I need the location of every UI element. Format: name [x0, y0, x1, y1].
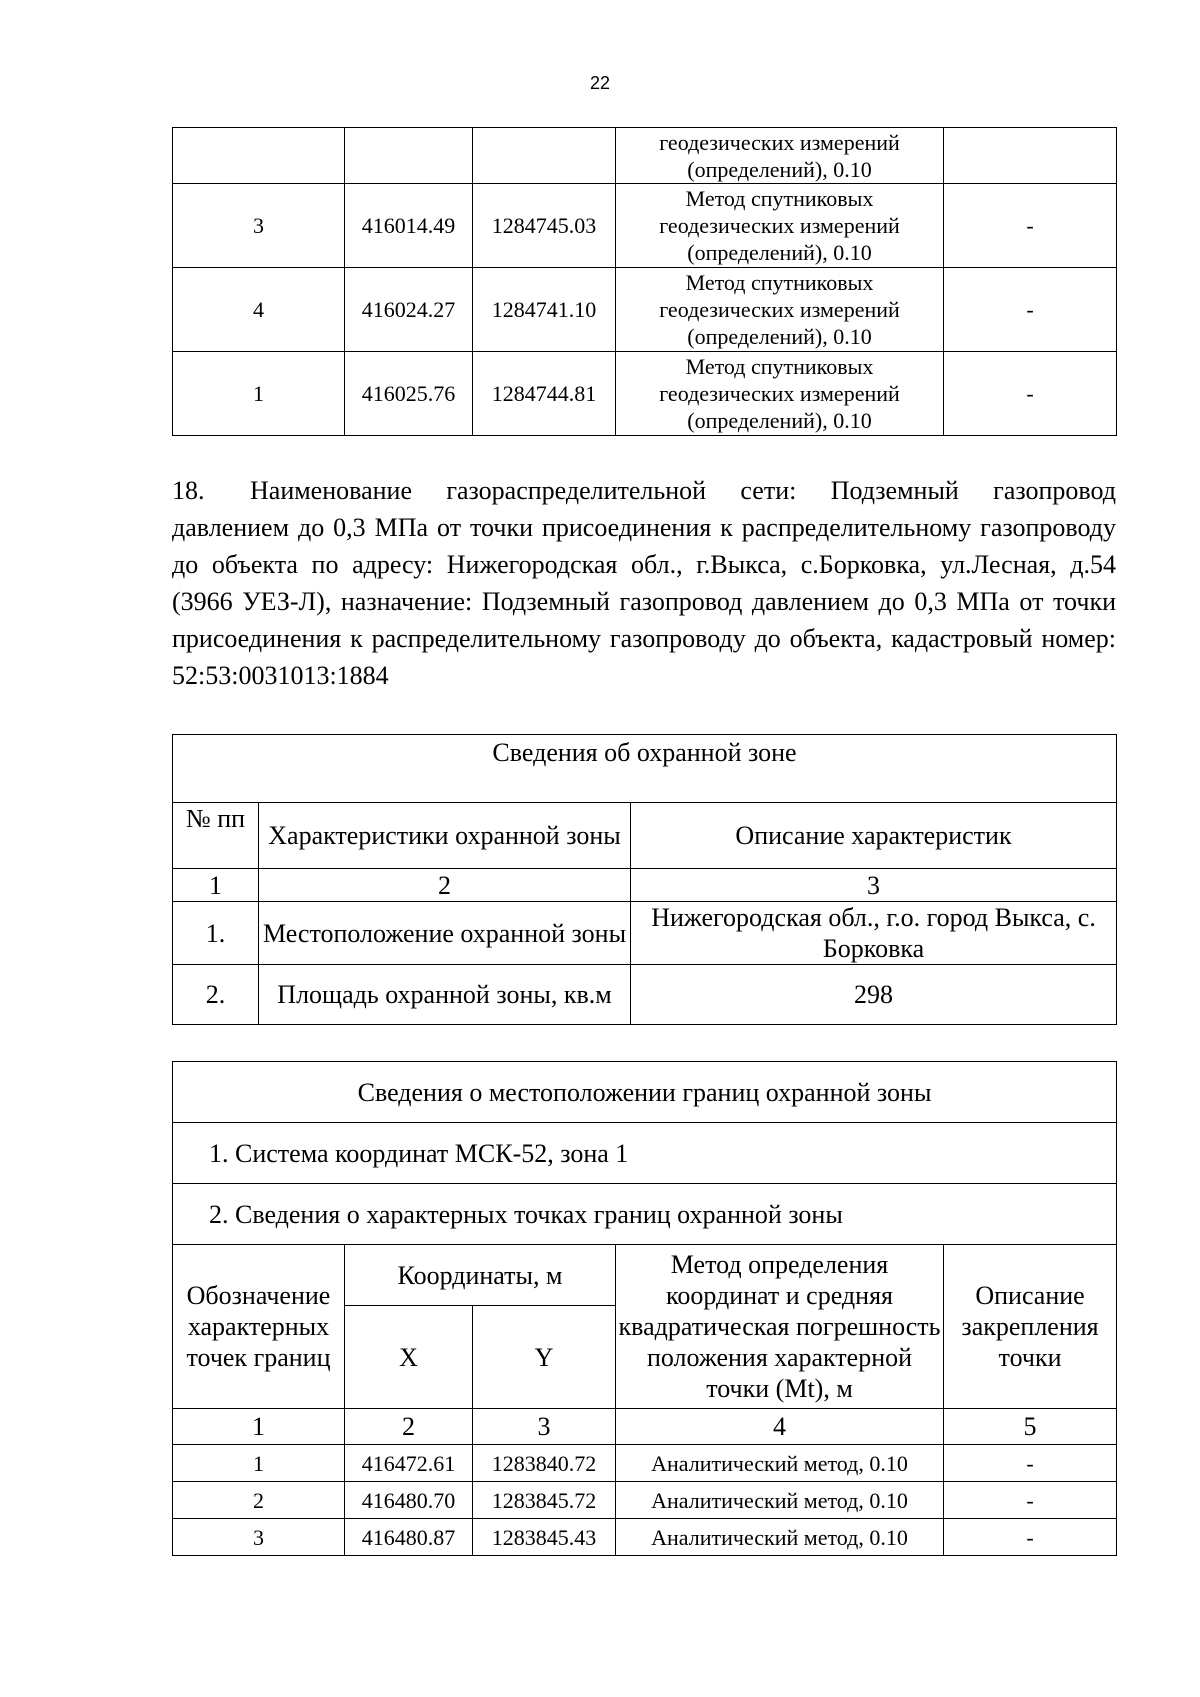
table-header-row — [173, 1245, 1117, 1306]
description-cell: - — [944, 268, 1117, 352]
table-header-row — [173, 803, 1117, 869]
method-line: (определений), 0.10 — [687, 156, 872, 182]
table-index-row — [173, 1409, 1117, 1445]
method-line: (определений), 0.10 — [687, 240, 872, 265]
table-row — [173, 352, 1117, 436]
description-cell: - — [944, 1482, 1117, 1519]
section-row — [173, 1123, 1117, 1184]
table-row — [173, 1482, 1117, 1519]
column-index: 5 — [944, 1409, 1117, 1445]
x-cell — [345, 128, 473, 184]
method-line: Метод спутниковых — [685, 270, 874, 295]
column-header: X — [345, 1306, 473, 1409]
table-title-row — [173, 1062, 1117, 1123]
point-number-cell: 1 — [173, 1445, 345, 1482]
page-number: 22 — [589, 73, 611, 93]
method-cell — [616, 128, 944, 184]
column-index: 3 — [631, 869, 1117, 902]
column-index: 1 — [173, 1409, 345, 1445]
description-cell — [944, 128, 1117, 184]
method-line: геодезических измерений — [659, 297, 900, 322]
table-row — [173, 184, 1117, 268]
description-cell: - — [944, 352, 1117, 436]
paragraph-text: Наименование газораспределительной сети: Подземный газопровод давлением до 0,3 МПа от точки присоединения к распределительному газопроводу до объекта по адресу: Нижегородская обл., г.Выкса, с.Борковка, ул.Лесная, д.54 (3966 УЕЗ-Л), назначение: Подземный газопровод давлением до 0,3 МПа от точки присоединения к распределительному газопроводу до объекта, кадастровый номер: 52:53:0031013:1884 — [172, 476, 1116, 690]
x-cell: 416025.76 — [345, 352, 473, 436]
method-cell: Аналитический метод, 0.10 — [616, 1482, 944, 1519]
table-row — [173, 965, 1117, 1025]
y-cell: 1283840.72 — [473, 1445, 616, 1482]
x-cell: 416480.70 — [345, 1482, 473, 1519]
method-line: геодезических измерений — [659, 213, 900, 238]
boundary-location-table — [172, 1061, 1117, 1556]
description-cell: - — [944, 184, 1117, 268]
column-index: 1 — [173, 869, 259, 902]
table-row — [173, 128, 1117, 184]
characteristic-value-cell: Нижегородская обл., г.о. город Выкса, с. Борковка — [631, 902, 1117, 965]
table-title: Сведения об охранной зоне — [173, 735, 1117, 803]
method-line: (определений), 0.10 — [687, 324, 872, 349]
row-number-cell: 1. — [173, 902, 259, 965]
method-cell — [616, 184, 944, 268]
point-number-cell: 4 — [173, 268, 345, 352]
y-cell: 1283845.43 — [473, 1519, 616, 1556]
column-header: № пп — [173, 803, 259, 869]
characteristic-name-cell: Площадь охранной зоны, кв.м — [259, 965, 631, 1025]
method-line: геодезических измерений — [659, 129, 900, 155]
method-line: Метод спутниковых — [685, 354, 874, 379]
point-number-cell: 1 — [173, 352, 345, 436]
characteristic-value-cell: 298 — [631, 965, 1117, 1025]
method-line: (определений), 0.10 — [687, 408, 872, 433]
method-cell — [616, 352, 944, 436]
table-title: Сведения о местоположении границ охранной зоны — [173, 1062, 1117, 1123]
paragraph-number: 18. — [172, 476, 205, 505]
column-header: Характеристики охранной зоны — [259, 803, 631, 869]
column-header: Описание характеристик — [631, 803, 1117, 869]
y-cell: 1283845.72 — [473, 1482, 616, 1519]
x-cell: 416014.49 — [345, 184, 473, 268]
table-row — [173, 1519, 1117, 1556]
coordinate-system-label: 1. Система координат МСК-52, зона 1 — [173, 1123, 1117, 1184]
method-cell — [616, 268, 944, 352]
point-number-cell: 3 — [173, 184, 345, 268]
row-number-cell: 2. — [173, 965, 259, 1025]
method-line: Метод спутниковых — [685, 186, 874, 211]
method-line: геодезических измерений — [659, 381, 900, 406]
x-cell: 416024.27 — [345, 268, 473, 352]
table-row — [173, 902, 1117, 965]
column-header: Обозначение характерных точек границ — [173, 1245, 345, 1409]
column-header: Y — [473, 1306, 616, 1409]
y-cell: 1284744.81 — [473, 352, 616, 436]
column-index: 2 — [259, 869, 631, 902]
points-section-label: 2. Сведения о характерных точках границ охранной зоны — [173, 1184, 1117, 1245]
point-number-cell — [173, 128, 345, 184]
point-number-cell: 3 — [173, 1519, 345, 1556]
y-cell: 1284745.03 — [473, 184, 616, 268]
y-cell — [473, 128, 616, 184]
network-description-paragraph — [172, 472, 1116, 694]
x-cell: 416472.61 — [345, 1445, 473, 1482]
table-row — [173, 1445, 1117, 1482]
section-row — [173, 1184, 1117, 1245]
column-index: 3 — [473, 1409, 616, 1445]
column-header: Метод определения координат и средняя квадратическая погрешность положения характерной точки (Mt), м — [616, 1245, 944, 1409]
y-cell: 1284741.10 — [473, 268, 616, 352]
column-index: 4 — [616, 1409, 944, 1445]
column-header: Координаты, м — [345, 1245, 616, 1306]
coordinates-table-continuation — [172, 127, 1117, 436]
protection-zone-info-table — [172, 734, 1117, 1025]
table-title-row — [173, 735, 1117, 803]
characteristic-name-cell: Местоположение охранной зоны — [259, 902, 631, 965]
x-cell: 416480.87 — [345, 1519, 473, 1556]
point-number-cell: 2 — [173, 1482, 345, 1519]
column-header: Описание закрепления точки — [944, 1245, 1117, 1409]
method-cell: Аналитический метод, 0.10 — [616, 1445, 944, 1482]
description-cell: - — [944, 1445, 1117, 1482]
method-cell: Аналитический метод, 0.10 — [616, 1519, 944, 1556]
table-index-row — [173, 869, 1117, 902]
table-row — [173, 268, 1117, 352]
column-index: 2 — [345, 1409, 473, 1445]
description-cell: - — [944, 1519, 1117, 1556]
